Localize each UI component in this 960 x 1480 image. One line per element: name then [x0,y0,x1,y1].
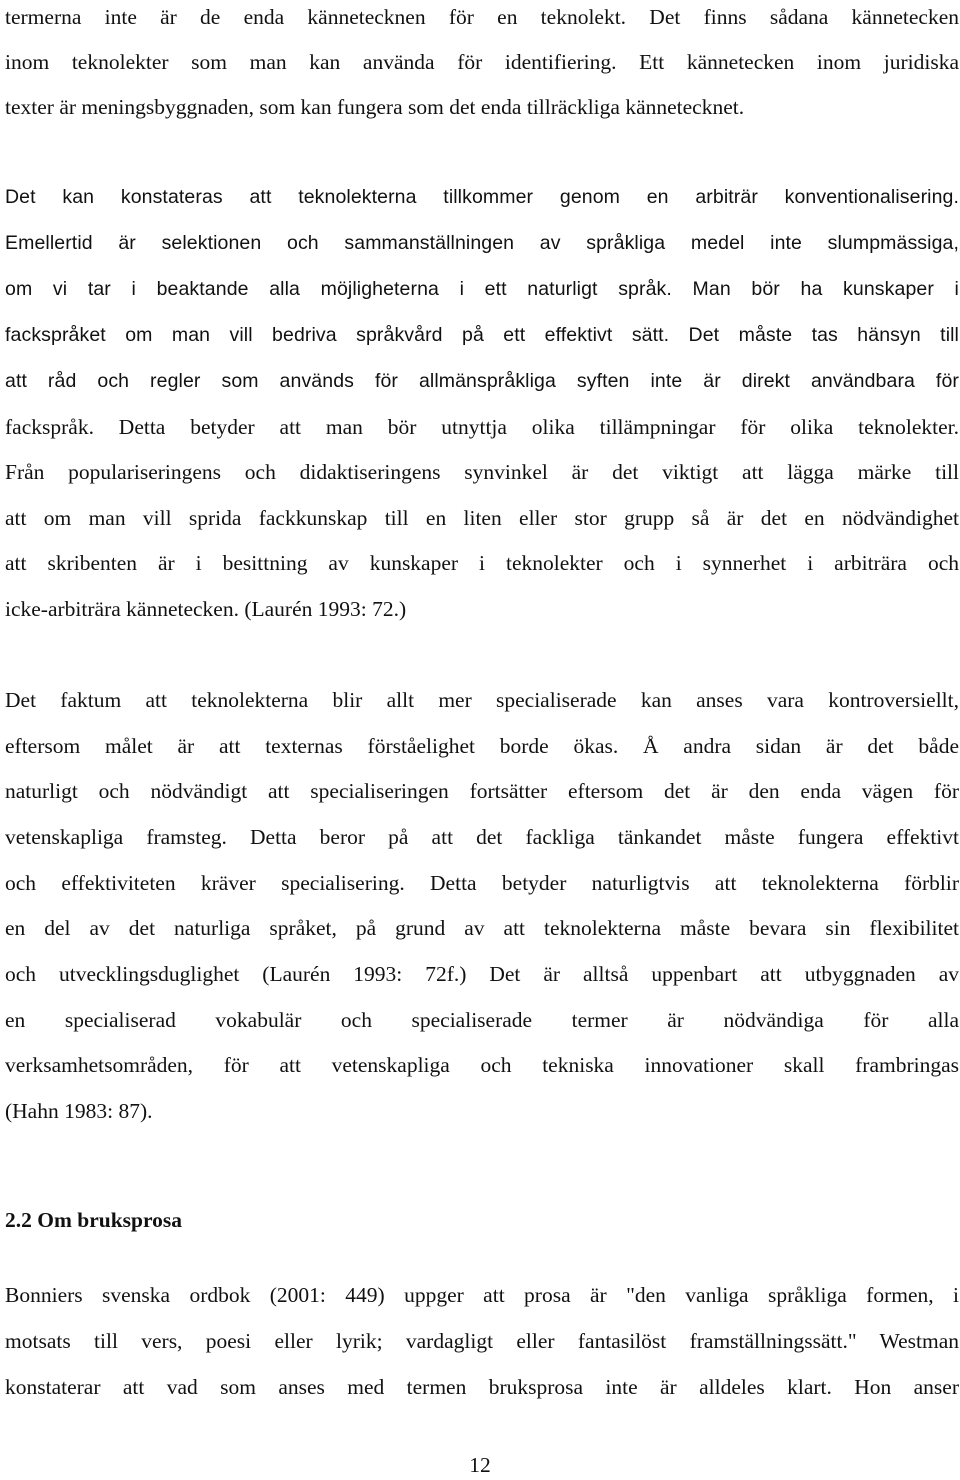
paragraph-3-line: eftersom målet är att texternas förståelighet borde ökas. Å andra sidan är det både [5,734,959,758]
paragraph-2-line: Emellertid är selektionen och sammanställningen av språkliga medel inte slumpmässiga, [5,232,959,254]
paragraph-2-line: fackspråket om man vill bedriva språkvård på ett effektivt sätt. Det måste tas hänsyn till [5,324,959,346]
paragraph-4-line: Bonniers svenska ordbok (2001: 449) uppger att prosa är "den vanliga språkliga formen, i [5,1283,959,1307]
paragraph-3-line: (Hahn 1983: 87). [5,1099,153,1123]
paragraph-2-line: om vi tar i beaktande alla möjligheterna i ett naturligt språk. Man bör ha kunskaper i [5,278,959,300]
paragraph-2-line: Det kan konstateras att teknolekterna tillkommer genom en arbiträr konventionalisering. [5,186,959,208]
paragraph-3-line: Det faktum att teknolekterna blir allt mer specialiserade kan anses vara kontroversiellt, [5,688,959,712]
paragraph-3-line: en del av det naturliga språket, på grund av att teknolekterna måste bevara sin flexibilitet [5,916,959,940]
paragraph-2-line: att råd och regler som används för allmänspråkliga syften inte är direkt användbara för [5,370,959,392]
paragraph-3-line: naturligt och nödvändigt att specialiseringen fortsätter eftersom det är den enda vägen för [5,779,959,803]
paragraph-3-line: verksamhetsområden, för att vetenskapliga och tekniska innovationer skall frambringas [5,1053,959,1077]
page-number: 12 [469,1453,491,1477]
paragraph-2-line: fackspråk. Detta betyder att man bör utnyttja olika tillämpningar för olika teknolekter. [5,415,959,439]
paragraph-2-line: att skribenten är i besittning av kunskaper i teknolekter och i synnerhet i arbiträra och [5,551,959,575]
paragraph-1-line: texter är meningsbyggnaden, som kan fungera som det enda tillräckliga kännetecknet. [5,95,745,119]
paragraph-3-line: en specialiserad vokabulär och specialiserade termer är nödvändiga för alla [5,1008,959,1032]
section-heading: 2.2 Om bruksprosa [5,1208,183,1232]
paragraph-3-line: och effektiviteten kräver specialisering. Detta betyder naturligtvis att teknolekterna förblir [5,871,959,895]
paragraph-4-line: motsats till vers, poesi eller lyrik; vardagligt eller fantasilöst framställningssätt." Westman [5,1329,959,1353]
paragraph-1-line: inom teknolekter som man kan använda för identifiering. Ett kännetecken inom juridiska [5,50,959,74]
paragraph-3-line: vetenskapliga framsteg. Detta beror på att det fackliga tänkandet måste fungera effektivt [5,825,959,849]
paragraph-1-line: termerna inte är de enda kännetecknen för en teknolekt. Det finns sådana kännetecken [5,5,959,29]
paragraph-4-line: konstaterar att vad som anses med termen bruksprosa inte är alldeles klart. Hon anser [5,1375,959,1399]
paragraph-2-line: Från populariseringens och didaktiseringens synvinkel är det viktigt att lägga märke till [5,460,959,484]
paragraph-3-line: och utvecklingsduglighet (Laurén 1993: 72f.) Det är alltså uppenbart att utbyggnaden av [5,962,959,986]
paragraph-2-line: att om man vill sprida fackkunskap till en liten eller stor grupp så är det en nödvändighet [5,506,959,530]
paragraph-2-line: icke-arbiträra kännetecken. (Laurén 1993: 72.) [5,597,407,621]
